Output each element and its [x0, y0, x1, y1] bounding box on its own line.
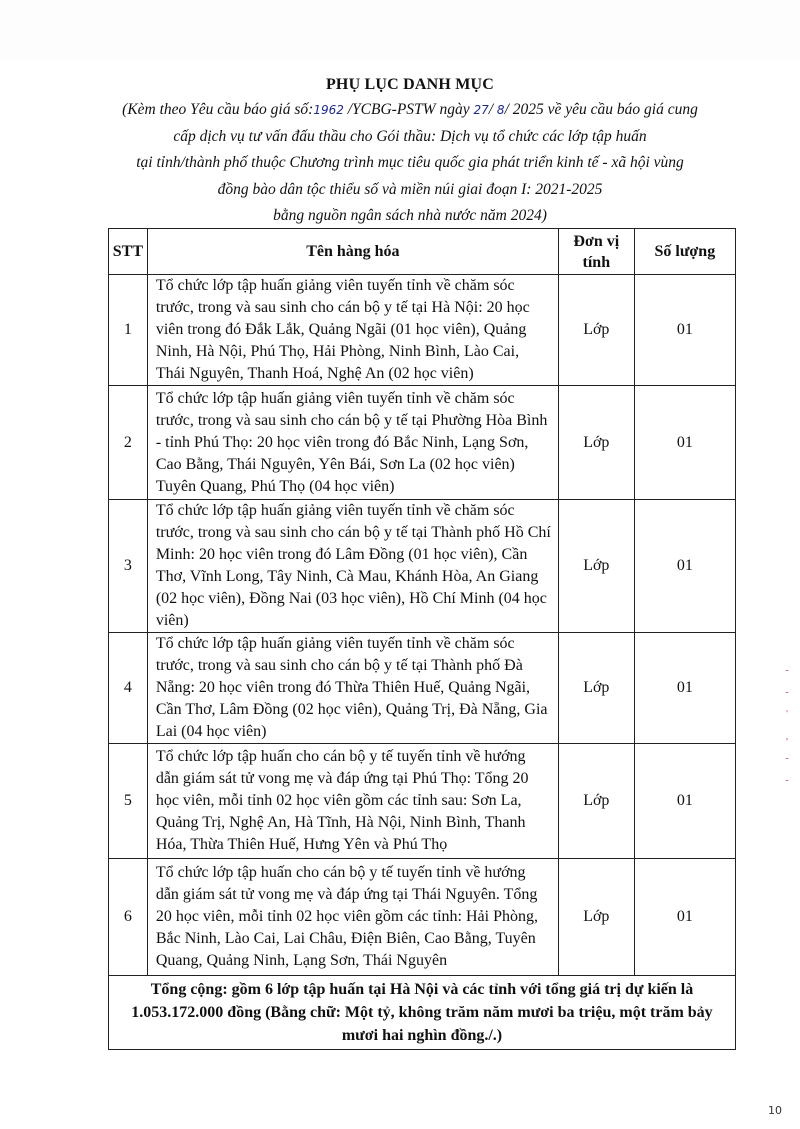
- subtitle-line1-end: / 2025 về yêu cầu báo giá cung: [504, 101, 698, 118]
- document-title: PHỤ LỤC DANH MỤC: [325, 76, 495, 93]
- row-stt: 4: [109, 633, 148, 744]
- page-top-blank: [0, 0, 800, 60]
- row-quantity: 01: [634, 275, 735, 386]
- table-row: [109, 633, 736, 744]
- handwritten-ref-number: 1962: [313, 103, 344, 117]
- table-total-row: [109, 976, 736, 1050]
- table-row: [109, 859, 736, 976]
- table-row: [109, 386, 736, 500]
- row-stt: 6: [109, 859, 148, 976]
- page-corner-mark: 10: [768, 1104, 782, 1117]
- row-quantity: 01: [634, 744, 735, 859]
- subtitle-line-2: cấp dịch vụ tư vấn đấu thầu cho Gói thầu: Dịch vụ tổ chức các lớp tập huấn: [173, 127, 647, 145]
- row-quantity: 01: [634, 386, 735, 500]
- subtitle-ref-mid: /YCBG-PSTW ngày: [343, 101, 474, 118]
- subtitle-line-4: đồng bào dân tộc thiểu số và miền núi giai đoạn I: 2021-2025: [217, 180, 603, 198]
- row-goods-name: Tổ chức lớp tập huấn cho cán bộ y tế tuyến tỉnh về hướng dẫn giám sát tử vong mẹ và đáp ứng tại Phú Thọ: Tổng 20 học viên, mỗi tỉnh 02 học viên gồm các tỉnh sau: Sơn La, Quảng Trị, Nghệ An, Hà Tĩnh, Hà Nội, Ninh Bình, Thanh Hóa, Thừa Thiên Huế, Hưng Yên và Phú Thọ: [147, 744, 558, 859]
- total-summary: Tổng cộng: gồm 6 lớp tập huấn tại Hà Nội và các tỉnh với tổng giá trị dự kiến là 1.053.172.000 đồng (Bằng chữ: Một tỷ, không trăm năm mươi ba triệu, một trăm bảy mươi hai nghìn đồng./.): [109, 976, 736, 1050]
- goods-table: [108, 228, 736, 1050]
- table-row: [109, 500, 736, 633]
- row-stt: 2: [109, 386, 148, 500]
- row-quantity: 01: [634, 633, 735, 744]
- row-goods-name: Tổ chức lớp tập huấn giảng viên tuyến tỉnh về chăm sóc trước, trong và sau sinh cho cán bộ y tế tại Phường Hòa Bình - tỉnh Phú Thọ: 20 học viên trong đó Bắc Ninh, Lạng Sơn, Cao Bằng, Thái Nguyên, Yên Bái, Sơn La (02 học viên) Tuyên Quang, Phú Thọ (04 học viên): [147, 386, 558, 500]
- subtitle-date-sep: /: [488, 101, 497, 118]
- table-row: [109, 275, 736, 386]
- row-goods-name: Tổ chức lớp tập huấn giảng viên tuyến tỉnh về chăm sóc trước, trong và sau sinh cho cán bộ y tế tại Thành phố Hồ Chí Minh: 20 học viên trong đó Lâm Đồng (01 học viên), Cần Thơ, Vĩnh Long, Tây Ninh, Cà Mau, Khánh Hòa, An Giang (02 học viên), Đồng Nai (03 học viên), Hồ Chí Minh (04 học viên): [147, 500, 558, 633]
- margin-stamp-marks: - - ' , - -: [785, 665, 789, 786]
- row-unit: Lớp: [558, 633, 634, 744]
- header-quantity: Số lượng: [634, 229, 735, 275]
- header-goods-name: Tên hàng hóa: [147, 229, 558, 275]
- subtitle-line-5: bằng nguồn ngân sách nhà nước năm 2024): [273, 207, 547, 224]
- row-goods-name: Tổ chức lớp tập huấn cho cán bộ y tế tuyến tỉnh về hướng dẫn giám sát tử vong mẹ và đáp ứng tại Thái Nguyên. Tổng 20 học viên, mỗi tỉnh 02 học viên gồm các tỉnh: Hải Phòng, Bắc Ninh, Lào Cai, Lai Châu, Điện Biên, Cao Bằng, Tuyên Quang, Quảng Ninh, Lạng Sơn, Thái Nguyên: [147, 859, 558, 976]
- row-quantity: 01: [634, 500, 735, 633]
- row-quantity: 01: [634, 859, 735, 976]
- header-unit: Đơn vị tính: [558, 229, 634, 275]
- subtitle-line-3: tại tỉnh/thành phố thuộc Chương trình mục tiêu quốc gia phát triển kinh tế - xã hội vùng: [136, 154, 684, 171]
- handwritten-ref-month: 8: [496, 103, 505, 117]
- row-stt: 1: [109, 275, 148, 386]
- row-unit: Lớp: [558, 275, 634, 386]
- row-unit: Lớp: [558, 386, 634, 500]
- subtitle-prefix: (Kèm theo Yêu cầu báo giá số:: [122, 101, 314, 118]
- row-unit: Lớp: [558, 500, 634, 633]
- header-stt: STT: [109, 229, 148, 275]
- table-row: [109, 744, 736, 859]
- document-header: [90, 76, 730, 230]
- row-stt: 5: [109, 744, 148, 859]
- document-subtitle: [90, 97, 730, 230]
- row-unit: Lớp: [558, 744, 634, 859]
- handwritten-ref-day: 27: [473, 103, 489, 117]
- row-stt: 3: [109, 500, 148, 633]
- table-header-row: [109, 229, 736, 275]
- row-unit: Lớp: [558, 859, 634, 976]
- row-goods-name: Tổ chức lớp tập huấn giảng viên tuyến tỉnh về chăm sóc trước, trong và sau sinh cho cán bộ y tế tại Hà Nội: 20 học viên trong đó Đắk Lắk, Quảng Ngãi (01 học viên), Quảng Ninh, Hà Nội, Phú Thọ, Hải Phòng, Ninh Bình, Lào Cai, Thái Nguyên, Thanh Hoá, Nghệ An (02 học viên): [147, 275, 558, 386]
- row-goods-name: Tổ chức lớp tập huấn giảng viên tuyến tỉnh về chăm sóc trước, trong và sau sinh cho cán bộ y tế tại Thành phố Đà Nẵng: 20 học viên trong đó Thừa Thiên Huế, Quảng Ngãi, Cần Thơ, Lâm Đồng (02 học viên), Quảng Trị, Đà Nẵng, Gia Lai (04 học viên): [147, 633, 558, 744]
